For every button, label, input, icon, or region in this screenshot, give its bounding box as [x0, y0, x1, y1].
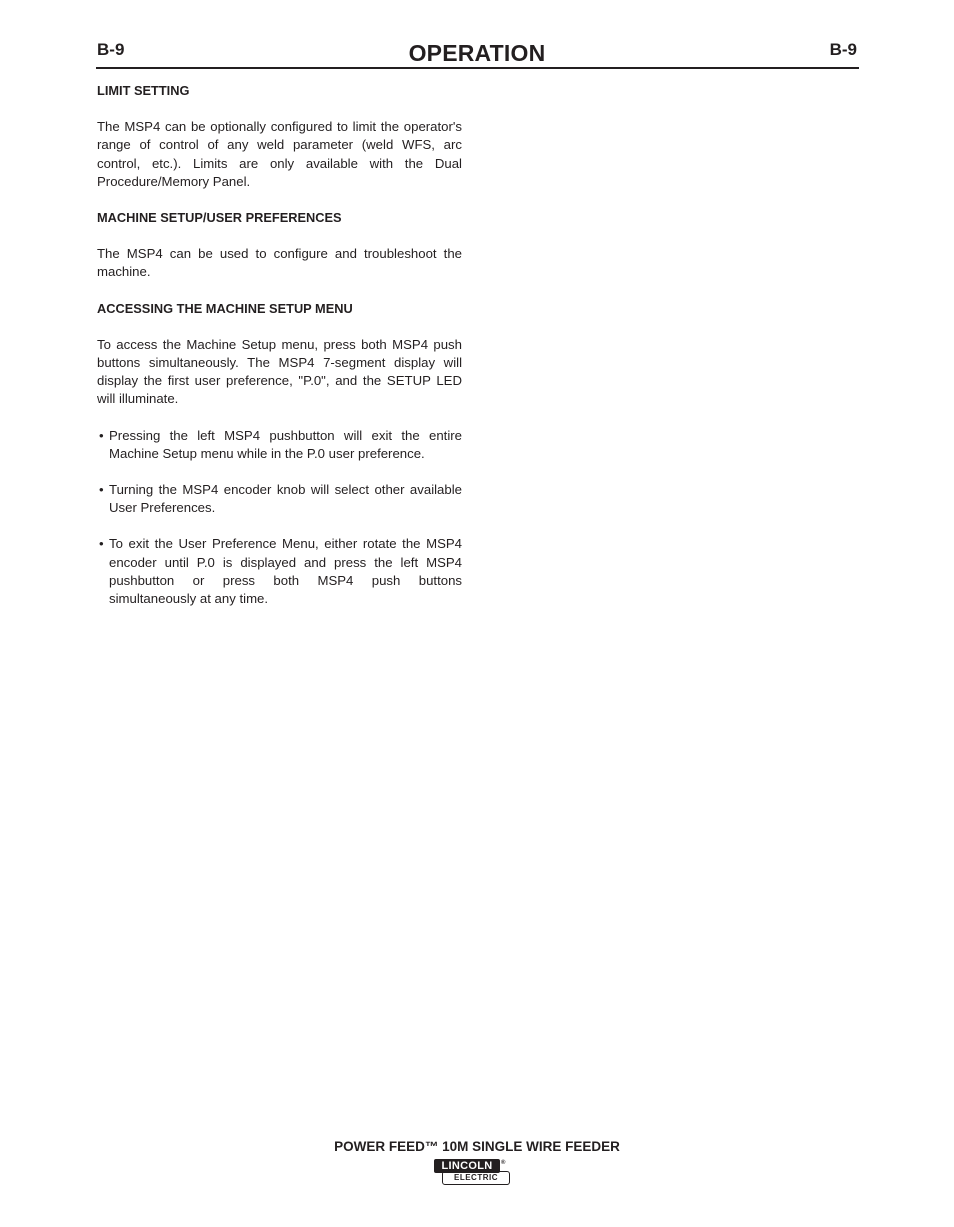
bullet-icon: •	[99, 536, 104, 552]
page-title: OPERATION	[408, 40, 546, 66]
bullet-text: To exit the User Preference Menu, either rotate the MSP4 encoder until P.0 is displayed and press the left MSP4 pushbutton or press both MSP4 push buttons simultaneously at any time.	[109, 536, 462, 607]
accessing-setup-heading: ACCESSING THE MACHINE SETUP MENU	[97, 300, 353, 316]
bullet-text: Pressing the left MSP4 pushbutton will exit the entire Machine Setup menu while in the P.0 user preference.	[109, 427, 462, 461]
product-title: POWER FEED™ 10M SINGLE WIRE FEEDER	[334, 1139, 620, 1154]
header-divider	[96, 67, 859, 69]
list-item	[97, 481, 462, 517]
page-code-left: B-9	[97, 40, 125, 59]
logo-electric-text: ELECTRIC	[442, 1171, 510, 1185]
accessing-setup-paragraph: To access the Machine Setup menu, press both MSP4 push buttons simultaneously. The MSP4 7-segment display will display the first user preference, "P.0", and the SETUP LED will illuminate.	[97, 336, 462, 407]
logo-lincoln-text: LINCOLN	[434, 1159, 500, 1173]
limit-setting-heading: LIMIT SETTING	[97, 83, 190, 98]
list-item	[97, 535, 462, 608]
list-item	[97, 427, 462, 463]
lincoln-electric-logo	[434, 1159, 510, 1184]
registered-mark: ®	[501, 1160, 506, 1166]
page-code-right: B-9	[829, 40, 857, 59]
main-column	[97, 82, 462, 608]
bullet-text: Turning the MSP4 encoder knob will select other available User Preferences.	[109, 482, 462, 516]
machine-setup-paragraph: The MSP4 can be used to configure and troubleshoot the machine.	[97, 246, 462, 280]
bullet-icon: •	[99, 482, 104, 498]
bullet-icon: •	[99, 427, 104, 443]
machine-setup-heading: MACHINE SETUP/USER PREFERENCES	[97, 210, 342, 226]
limit-setting-paragraph: The MSP4 can be optionally configured to limit the operator's range of control of any weld parameter (weld WFS, arc control, etc.). Limits are only available with the Dual Procedure/Memory Panel.	[97, 119, 462, 189]
